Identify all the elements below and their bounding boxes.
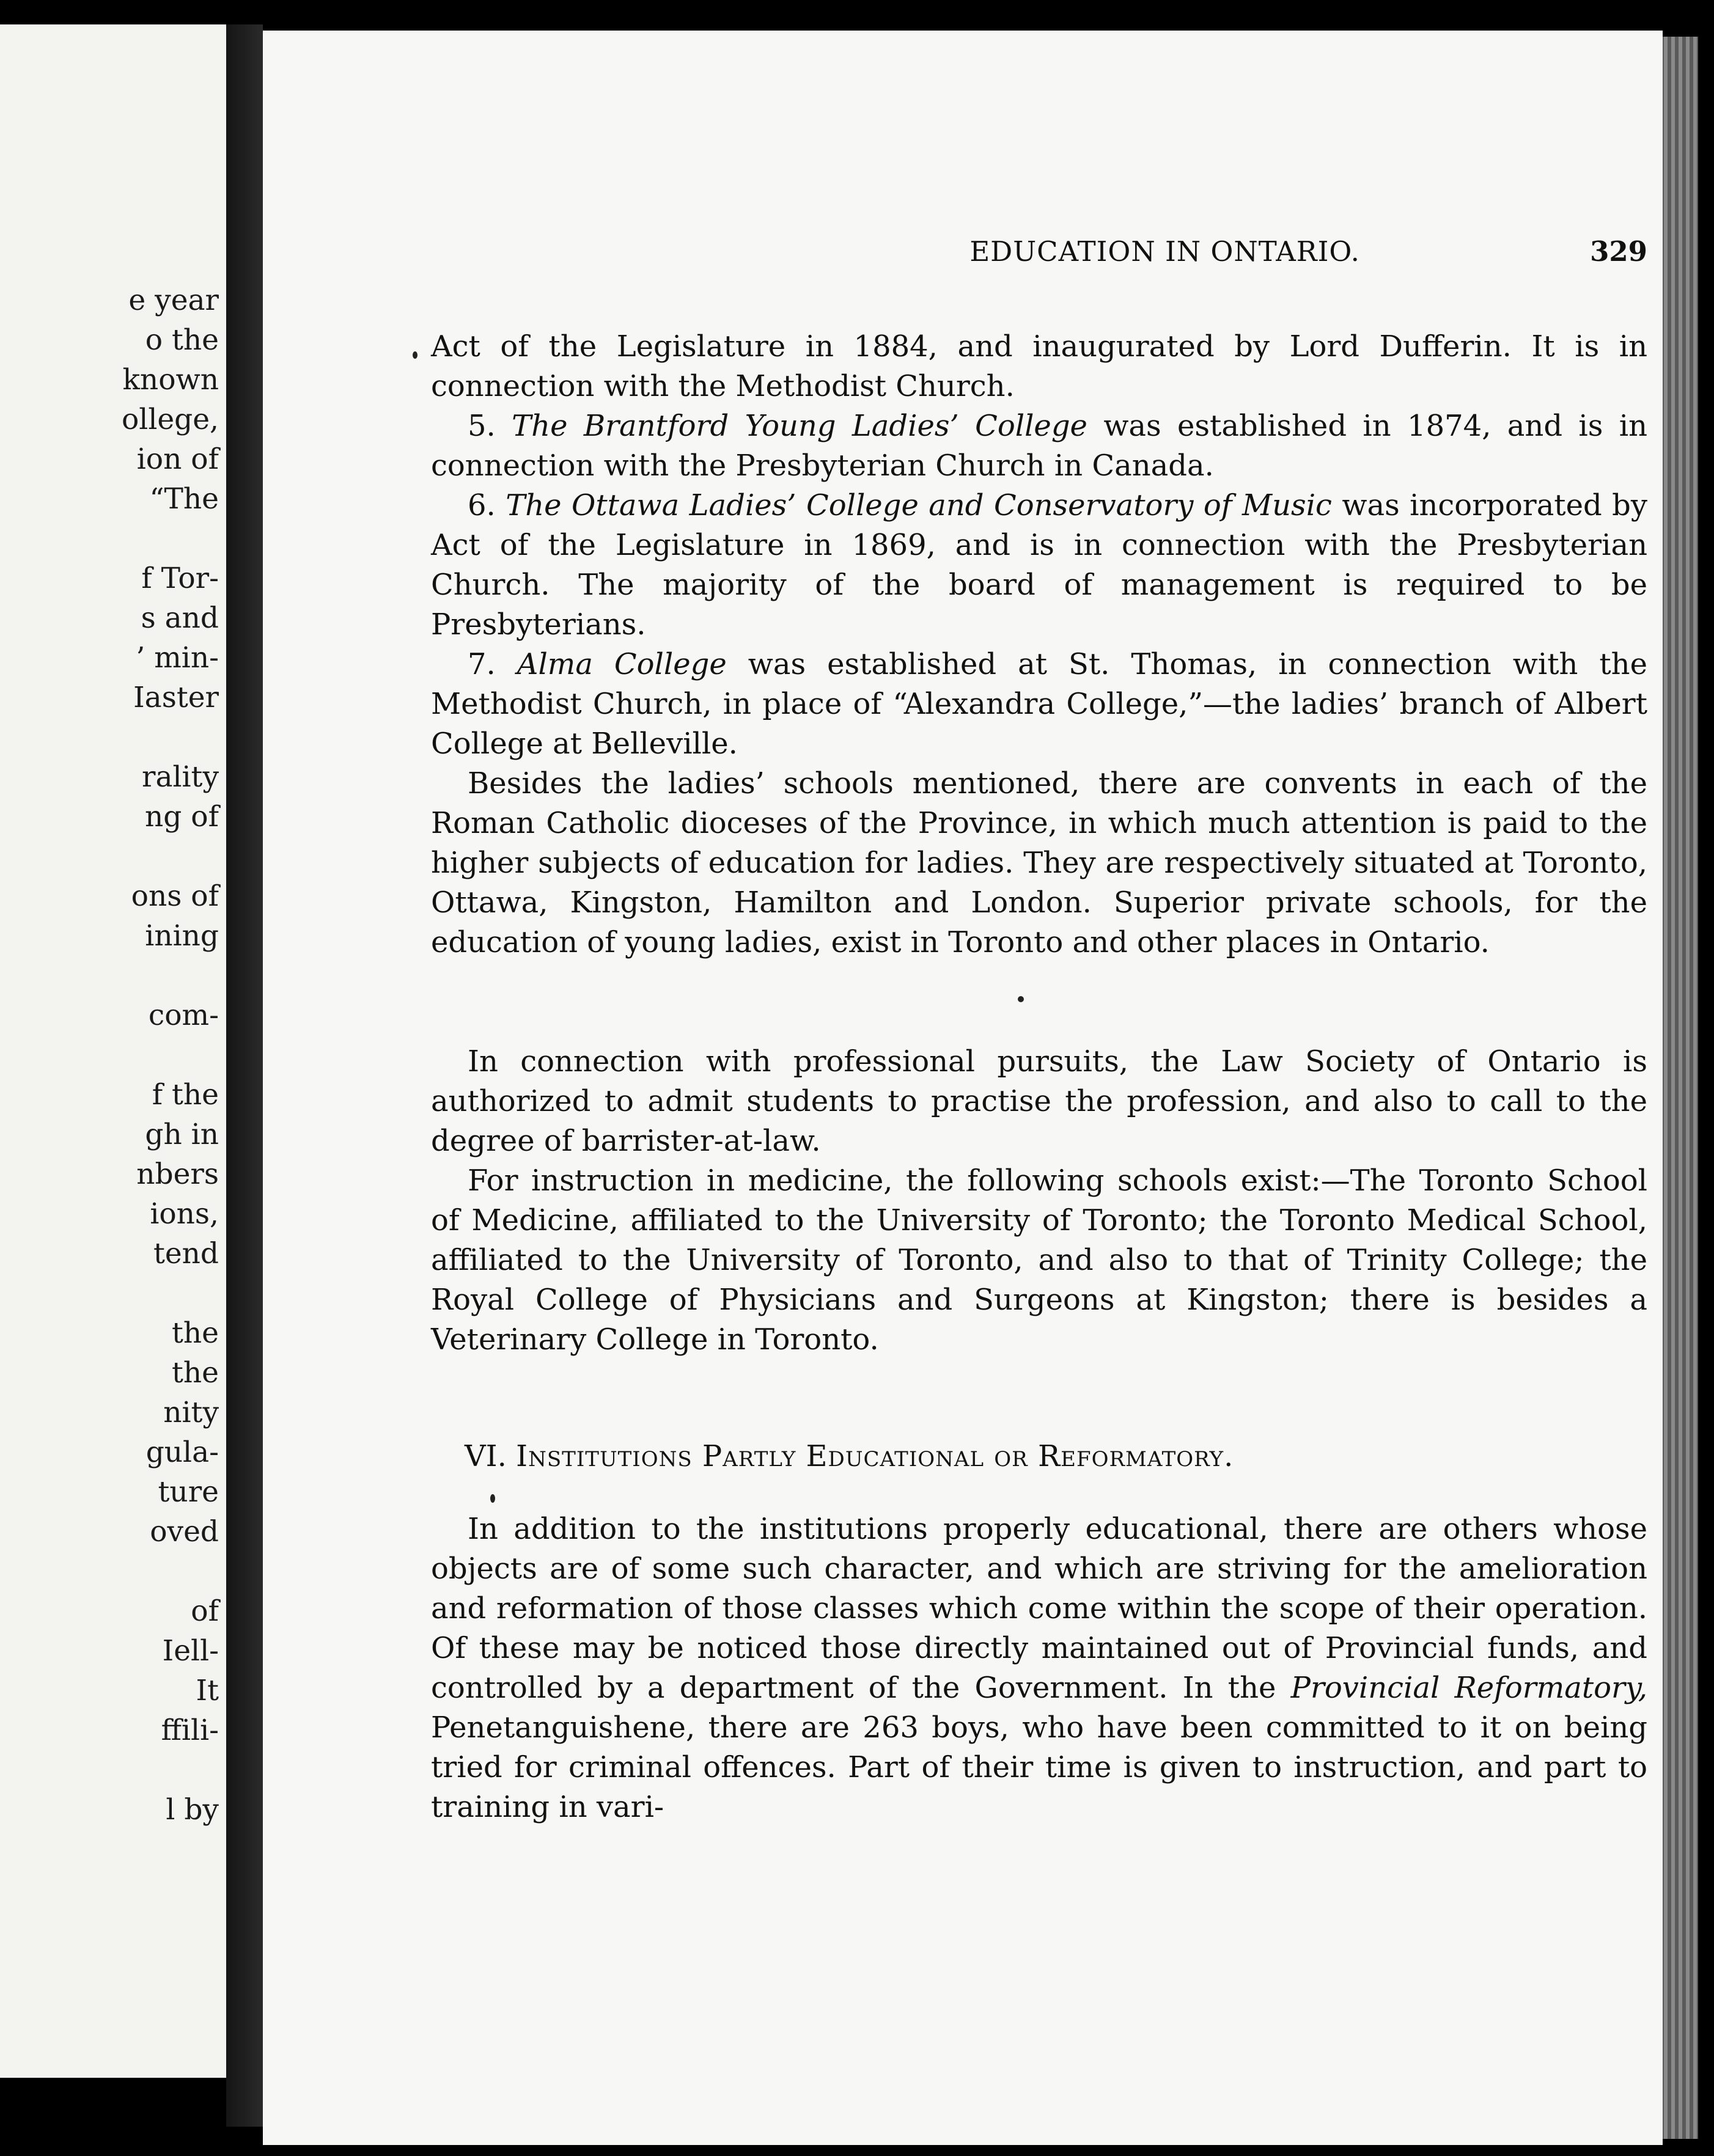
previous-page-line-end: f the	[152, 1078, 219, 1112]
previous-page-line-end: “The	[149, 482, 219, 516]
paragraph-text: Penetanguishene, there are 263 boys, who have been committed to it on being tried for criminal offences. Part of their time is given to instruction, and part to training in vari-	[431, 1711, 1647, 1824]
scan-speck	[1018, 996, 1024, 1002]
previous-page-line-end: ture	[158, 1475, 219, 1509]
paragraph-text: For instruction in medicine, the following schools exist:—The Toronto School of Medicine, affiliated to the University of Toronto; the Toronto Medical School, affiliated to the University of Toronto, and also to that of Trinity College; the Royal College of Physicians and Surgeons at Kingston; there is besides a Veterinary College in Toronto.	[431, 1164, 1647, 1357]
previous-page-line-end: Iell-	[162, 1634, 219, 1668]
paragraph-text: was incorporated by Act of the Legislature in 1869, and is in connection with the Presbyterian Church. The majority of the board of management is required to be Presbyterians.	[431, 488, 1647, 642]
previous-page-line-end: e year	[128, 284, 219, 317]
scan-speck	[413, 351, 417, 359]
item-number: 7.	[468, 647, 496, 681]
paragraph-text: was established at St. Thomas, in connection with the Methodist Church, in place of “Alexandra College,”—the ladies’ branch of Albert College at Belleville.	[431, 647, 1648, 761]
previous-page-line-end: rality	[142, 760, 219, 794]
section-title: Institutions Partly Educational or Reformatory.	[516, 1439, 1234, 1473]
previous-page-line-end: ffili-	[161, 1714, 219, 1747]
previous-page-line-end: known	[122, 363, 219, 397]
previous-page-line-end: f Tor-	[141, 562, 219, 595]
previous-page-line-end: ining	[145, 919, 219, 953]
paragraph-continued	[431, 327, 1647, 406]
paragraph-alma	[431, 645, 1647, 764]
previous-page-line-end: ng of	[145, 800, 219, 834]
previous-page-line-end: oved	[150, 1515, 219, 1549]
previous-page-line-end: nbers	[136, 1157, 219, 1191]
college-name: The Brantford Young Ladies’ College	[512, 409, 1087, 443]
previous-page-line-end: l by	[166, 1793, 219, 1827]
previous-page-line-end: It	[196, 1674, 219, 1707]
item-number: 6.	[468, 488, 496, 522]
paragraph-text: was established in 1874, and is in connection with the Presbyterian Church in Canada.	[431, 409, 1647, 483]
previous-page-line-end: o the	[145, 323, 219, 357]
previous-page-line-end: ions,	[150, 1197, 219, 1231]
previous-page-line-end: com-	[148, 999, 219, 1032]
paragraph-medicine	[431, 1161, 1647, 1360]
running-title: EDUCATION IN ONTARIO.	[969, 235, 1360, 268]
college-name: Alma College	[517, 647, 727, 681]
previous-page-fragment	[0, 24, 226, 2078]
previous-page-line-end: Iaster	[133, 681, 219, 714]
book-gutter	[226, 24, 263, 2127]
previous-page-line-end: s and	[141, 601, 219, 635]
previous-page-line-end: ion of	[136, 442, 219, 476]
paragraph-law-society	[431, 1042, 1647, 1161]
paragraph-text: In connection with professional pursuits, the Law Society of Ontario is authorized to admit students to practise the profession, and also to call to the degree of barrister-at-law.	[431, 1044, 1647, 1158]
college-name: The Ottawa Ladies’ College and Conservatory of Music	[506, 488, 1332, 522]
paragraph-ottawa	[431, 486, 1647, 645]
paragraph-text: In addition to the institutions properly educational, there are others whose objects are of some such character, and which are striving for the amelioration and reformation of those classes which come within the scope of their operation. Of these may be noticed those directly maintained out of Provincial funds, and controlled by a department of the Government. In the	[431, 1512, 1647, 1705]
previous-page-line-end: ollege,	[121, 403, 219, 436]
paragraph-brantford	[431, 406, 1647, 486]
previous-page-line-end: gh in	[145, 1118, 219, 1151]
previous-page-line-end: ’ min-	[136, 641, 219, 675]
institution-name: Provincial Reformatory,	[1290, 1671, 1647, 1705]
paragraph-convents	[431, 764, 1647, 963]
item-number: 5.	[468, 409, 496, 443]
paragraph-text: Besides the ladies’ schools mentioned, there are convents in each of the Roman Catholic dioceses of the Province, in which much attention is paid to the higher subjects of education for ladies. They are respectively situated at Toronto, Ottawa, Kingston, Hamilton and London. Superior private schools, for the education of young ladies, exist in Toronto and other places in Ontario.	[431, 766, 1647, 959]
paragraph-text: Act of the Legislature in 1884, and inaugurated by Lord Dufferin. It is in connection with the Methodist Church.	[431, 329, 1647, 403]
section-heading	[465, 1439, 1626, 1473]
running-head	[431, 235, 1647, 272]
page-number: 329	[1590, 235, 1647, 268]
section-numeral: VI.	[465, 1439, 507, 1473]
previous-page-line-end: ons of	[131, 879, 219, 913]
book-page	[263, 31, 1663, 2145]
paragraph-institutions	[431, 1509, 1647, 1827]
previous-page-line-end: tend	[153, 1237, 219, 1270]
previous-page-line-end: the	[172, 1356, 219, 1390]
previous-page-line-end: the	[172, 1316, 219, 1350]
previous-page-line-end: of	[191, 1594, 219, 1628]
previous-page-line-end: nity	[163, 1396, 219, 1429]
scan-speck	[490, 1494, 495, 1503]
previous-page-line-end: gula-	[145, 1436, 219, 1469]
